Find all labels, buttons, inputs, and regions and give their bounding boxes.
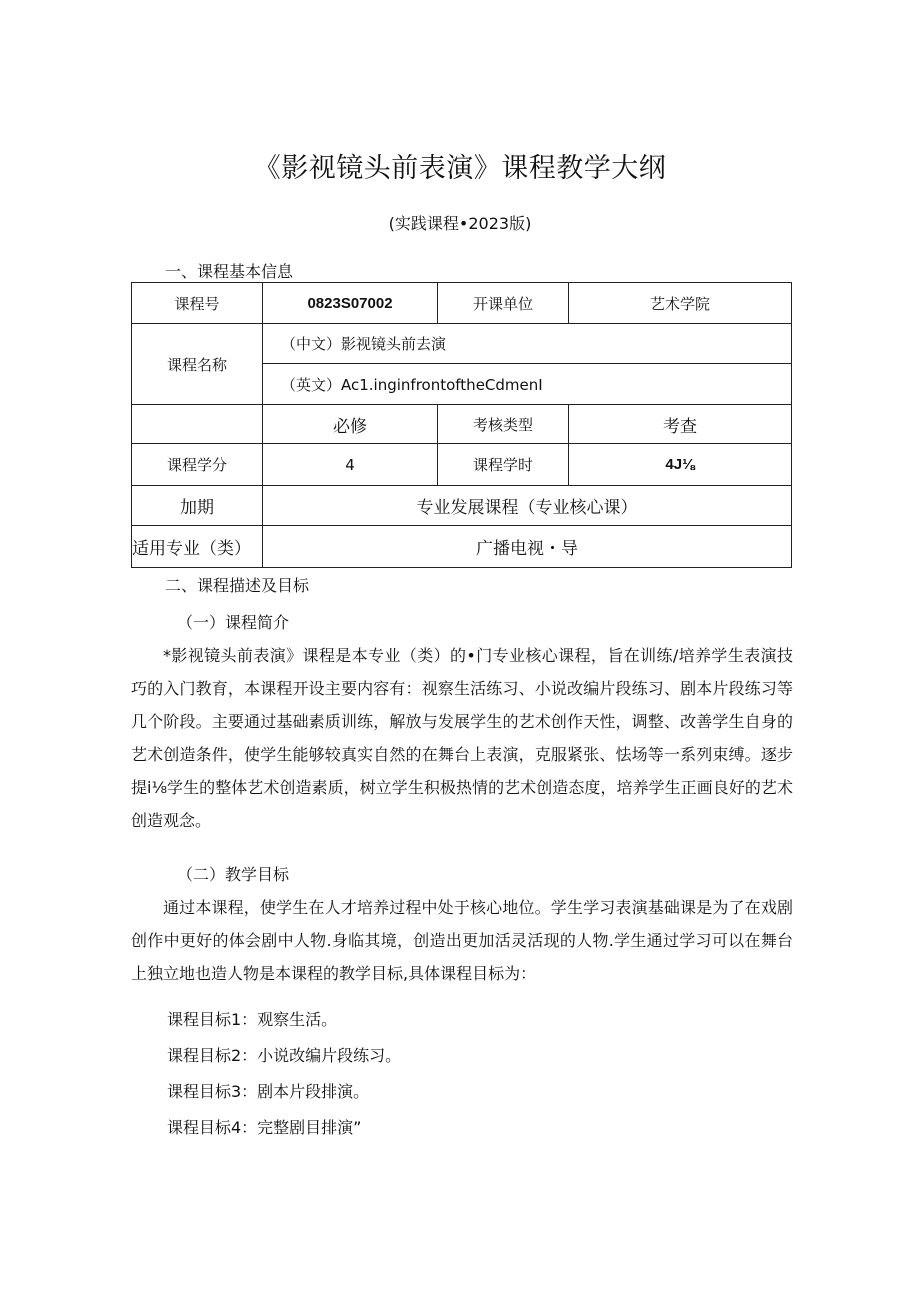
goal-item: 课程目标2：小说改编片段练习。 xyxy=(167,1046,402,1065)
goals-paragraph: 通过本课程，使学生在人才培养过程中处于核心地位。学生学习表演基础课是为了在戏剧创作中更好的体会剧中人物.身临其境，创造出更加活灵活现的人物.学生通过学习可以在舞台上独立地也造人物是本课程的教学目标,具体课程目标为： xyxy=(131,898,793,983)
table-row xyxy=(132,283,792,324)
assess-value: 考查 xyxy=(569,405,792,444)
course-type-value: 必修 xyxy=(263,405,438,444)
table-row xyxy=(132,444,792,486)
major-label: 适用专业（类） xyxy=(132,526,263,568)
dept-label: 开课单位 xyxy=(438,283,569,324)
course-intro-paragraph: *影视镜头前表演》课程是本专业（类）的•门专业核心课程，旨在训练/培养学生表演技巧的入门教育，本课程开设主要内容有：视察生活练习、小说改编片段练习、剧本片段练习等几个阶段。主要通过基础素质训练，解放与发展学生的艺术创作天性，调整、改善学生自身的艺术创造条件，使学生能够较真实自然的在舞台上表演，克服紧张、怯场等一系列束缚。逐步提i⅛学生的整体艺术创造素质，树立学生积极热情的艺术创造态度，培养学生正画良好的艺术创造观念。 xyxy=(131,646,793,830)
assess-label: 考核类型 xyxy=(438,405,569,444)
table-row xyxy=(132,526,792,568)
table-row xyxy=(132,324,792,364)
course-info-table xyxy=(131,282,792,568)
subsection-heading-intro: （一）课程简介 xyxy=(177,613,290,632)
goal-item: 课程目标3：剧本片段排演。 xyxy=(167,1082,370,1101)
section-heading-basic-info: 一、课程基本信息 xyxy=(165,262,294,281)
course-type-label xyxy=(132,405,263,444)
course-name-en: （英文）Ac1.inginfrontoftheCdmenI xyxy=(263,364,792,405)
document-title: 《影视镜头前表演》课程教学大纲 xyxy=(253,153,667,184)
section-heading-description: 二、课程描述及目标 xyxy=(165,576,310,595)
course-code-label: 课程号 xyxy=(132,283,263,324)
course-name-label: 课程名称 xyxy=(132,324,263,405)
major-value: 广播电视・导 xyxy=(263,526,792,568)
credit-value: 4 xyxy=(263,444,438,486)
dept-value: 艺术学院 xyxy=(569,283,792,324)
table-row xyxy=(132,486,792,526)
goal-item: 课程目标4：完整剧目排演” xyxy=(167,1118,362,1137)
period-value: 专业发展课程（专业核心课） xyxy=(263,486,792,526)
course-name-cn: （中文）影视镜头前去演 xyxy=(263,324,792,364)
period-label: 加期 xyxy=(132,486,263,526)
subsection-heading-goals: （二）教学目标 xyxy=(177,865,290,884)
goal-item: 课程目标1：观察生活。 xyxy=(167,1010,338,1029)
hours-label: 课程学时 xyxy=(438,444,569,486)
course-code-value: 0823S07002 xyxy=(263,283,438,324)
table-row xyxy=(132,405,792,444)
document-subtitle: (实践课程•2023版) xyxy=(388,214,532,233)
credit-label: 课程学分 xyxy=(132,444,263,486)
hours-value: 4J⅛ xyxy=(569,444,792,486)
